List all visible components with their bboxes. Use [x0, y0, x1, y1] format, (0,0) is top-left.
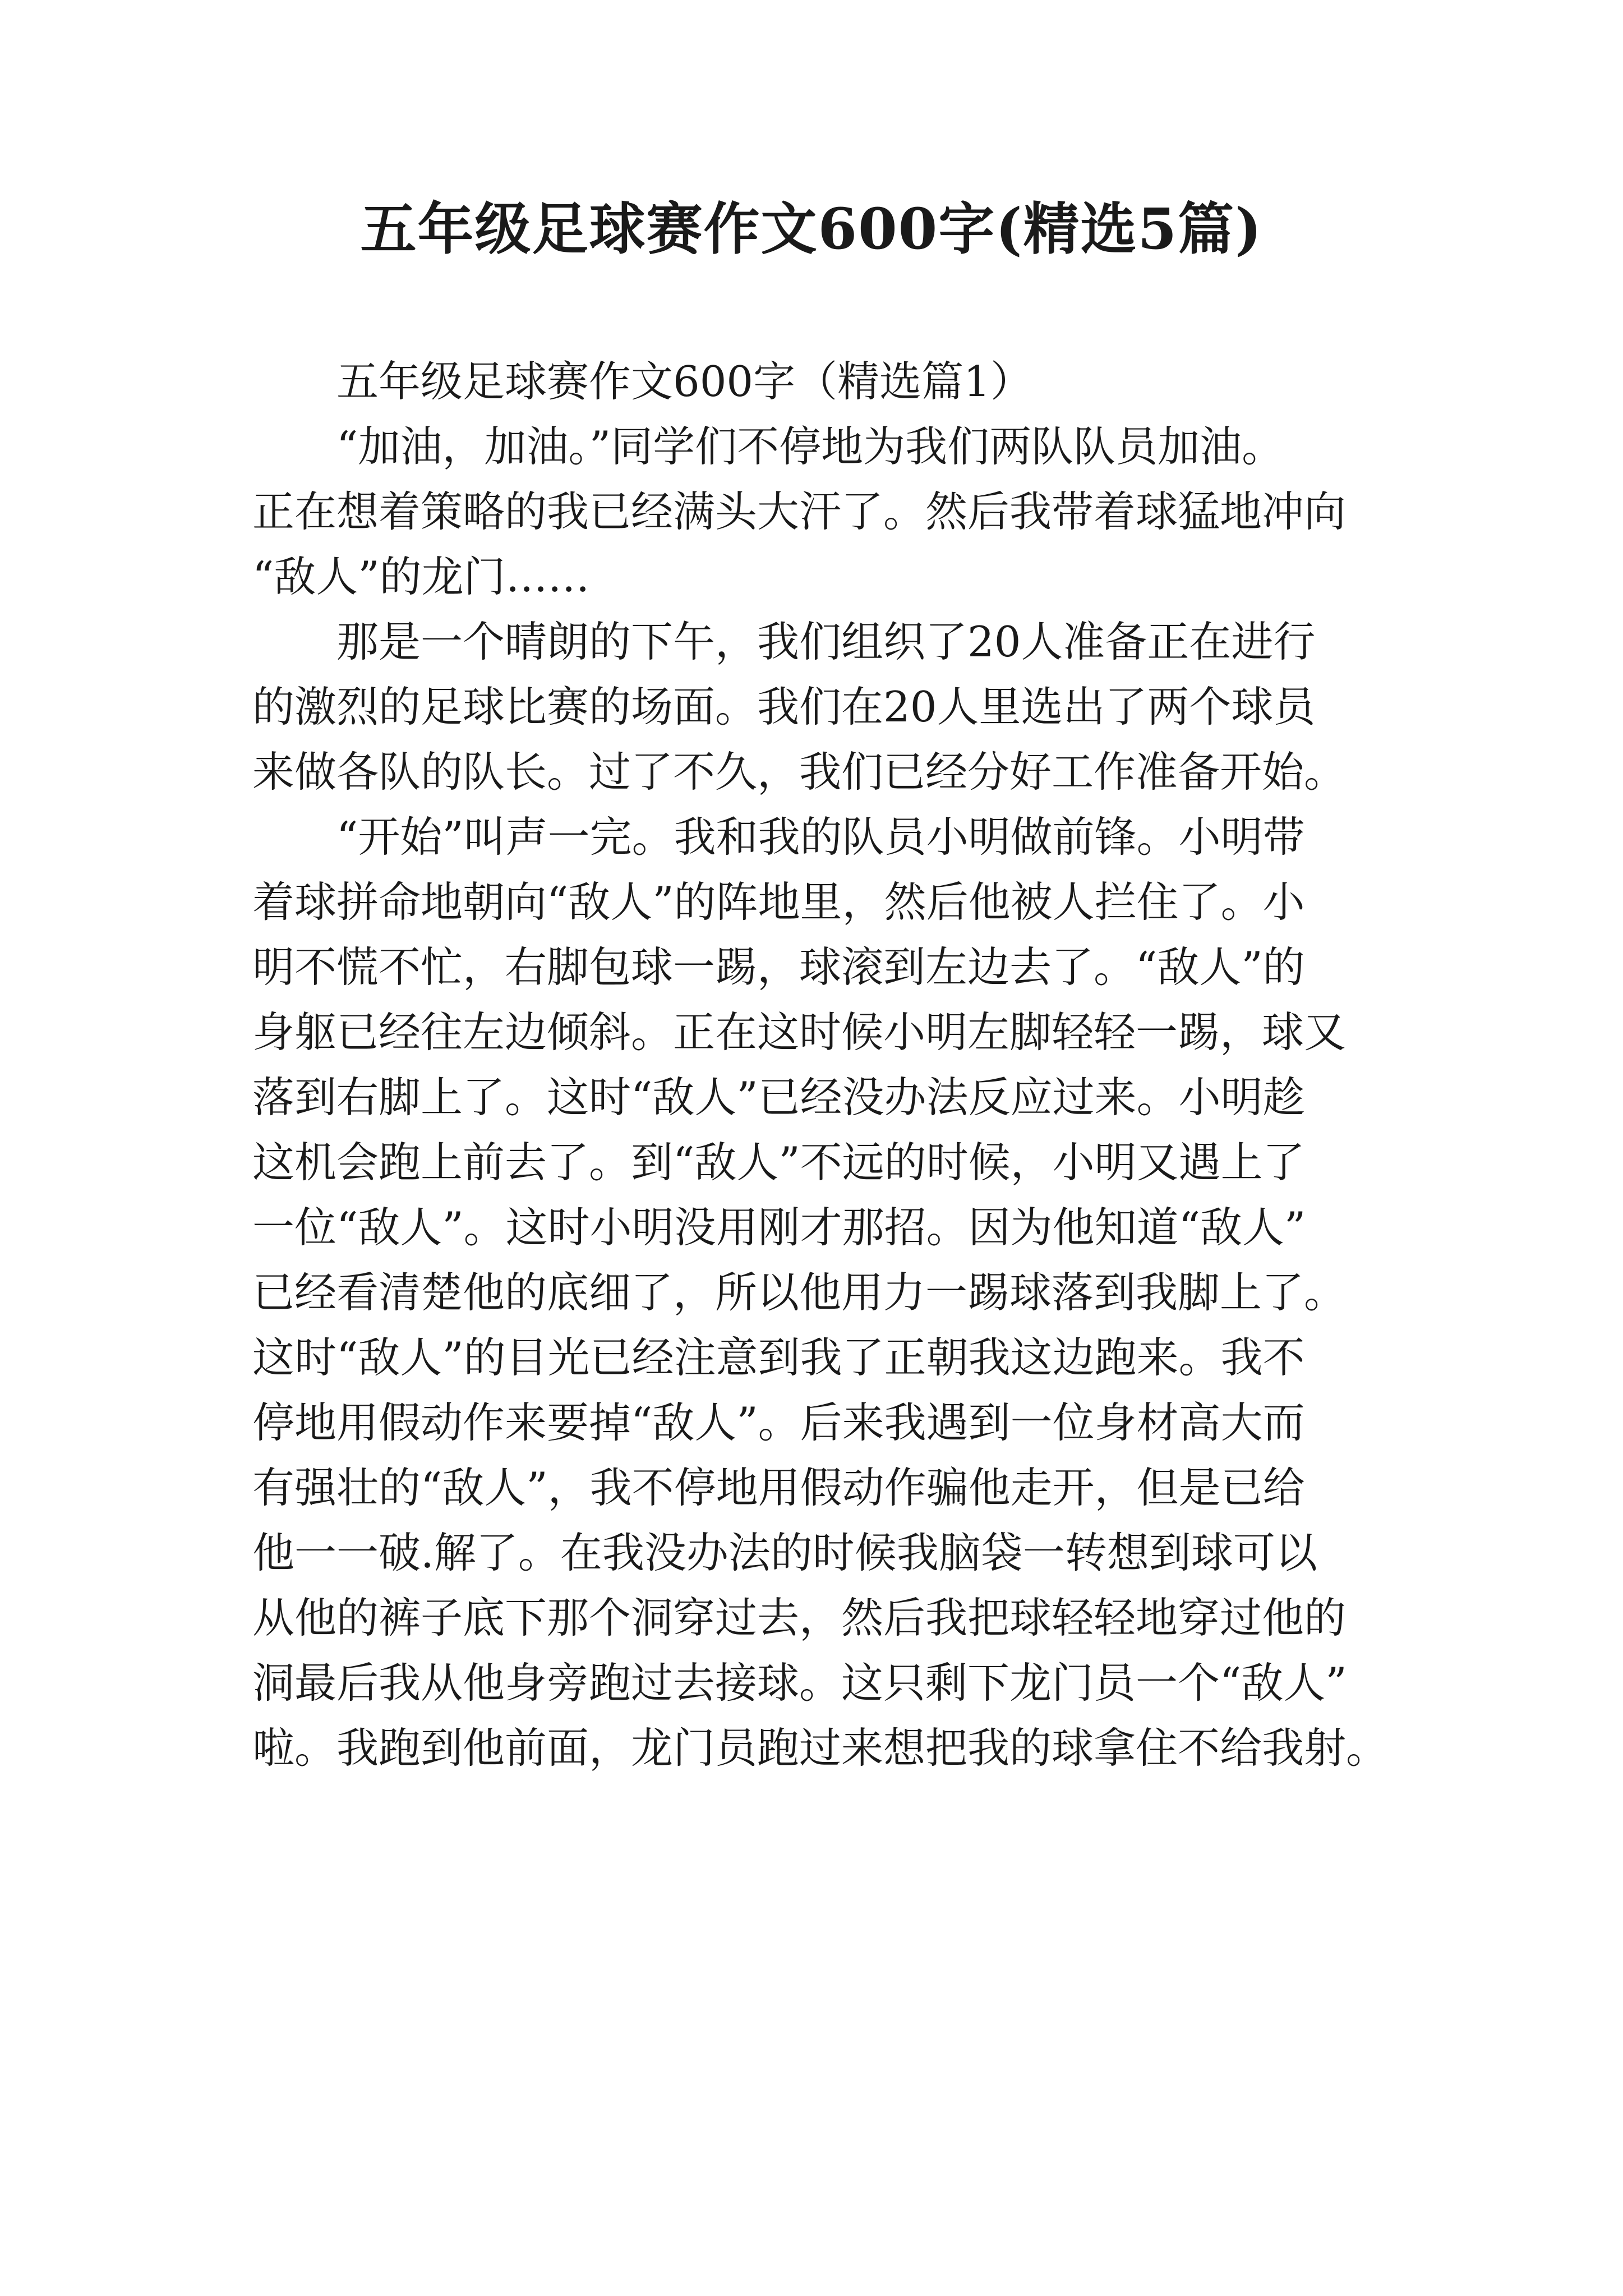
- paragraph-line: 有强壮的“敌人”，我不停地用假动作骗他走开，但是已给: [252, 1463, 1305, 1512]
- paragraph-line: 的激烈的足球比赛的场面。我们在20人里选出了两个球员: [252, 682, 1316, 731]
- section-heading: 五年级足球赛作文600字（精选篇1）: [336, 357, 1032, 406]
- paragraph-line: “开始”叫声一完。我和我的队员小明做前锋。小明带: [336, 812, 1305, 862]
- paragraph-line: 已经看清楚他的底细了，所以他用力一踢球落到我脚上了。: [252, 1268, 1347, 1317]
- document-title: 五年级足球赛作文600字(精选5篇): [360, 196, 1263, 262]
- paragraph-line: 来做各队的队长。过了不久，我们已经分好工作准备开始。: [252, 747, 1347, 797]
- paragraph-line: 从他的裤子底下那个洞穿过去，然后我把球轻轻地穿过他的: [252, 1593, 1347, 1642]
- paragraph-line: 着球拼命地朝向“敌人”的阵地里，然后他被人拦住了。小: [252, 877, 1305, 927]
- paragraph-line: 身躯已经往左边倾斜。正在这时候小明左脚轻轻一踢，球又: [252, 1007, 1347, 1057]
- paragraph-line: 明不慌不忙，右脚包球一踢，球滚到左边去了。“敌人”的: [252, 942, 1305, 992]
- paragraph-line: 停地用假动作来要掉“敌人”。后来我遇到一位身材高大而: [252, 1398, 1305, 1447]
- paragraph-line: 正在想着策略的我已经满头大汗了。然后我带着球猛地冲向: [252, 487, 1347, 536]
- paragraph-2: [252, 609, 1396, 804]
- paragraph-line: 啦。我跑到他前面，龙门员跑过来想把我的球拿住不给我射。: [252, 1723, 1389, 1773]
- document-body: [252, 349, 1396, 1780]
- paragraph-1: [252, 414, 1396, 609]
- paragraph-3: [252, 804, 1396, 1780]
- paragraph-line: 这机会跑上前去了。到“敌人”不远的时候，小明又遇上了: [252, 1138, 1305, 1187]
- paragraph-line: “敌人”的龙门……: [252, 552, 590, 601]
- paragraph-line: 落到右脚上了。这时“敌人”已经没办法反应过来。小明趁: [252, 1073, 1305, 1122]
- paragraph-line: 一位“敌人”。这时小明没用刚才那招。因为他知道“敌人”: [252, 1203, 1306, 1252]
- paragraph-line: 那是一个晴朗的下午，我们组织了20人准备正在进行: [336, 617, 1316, 666]
- paragraph-line: “加油，加油。”同学们不停地为我们两队队员加油。: [336, 422, 1284, 471]
- paragraph-line: 他一一破.解了。在我没办法的时候我脑袋一转想到球可以: [252, 1528, 1317, 1577]
- paragraph-line: 洞最后我从他身旁跑过去接球。这只剩下龙门员一个“敌人”: [252, 1658, 1347, 1708]
- paragraph-line: 这时“敌人”的目光已经注意到我了正朝我这边跑来。我不: [252, 1333, 1305, 1382]
